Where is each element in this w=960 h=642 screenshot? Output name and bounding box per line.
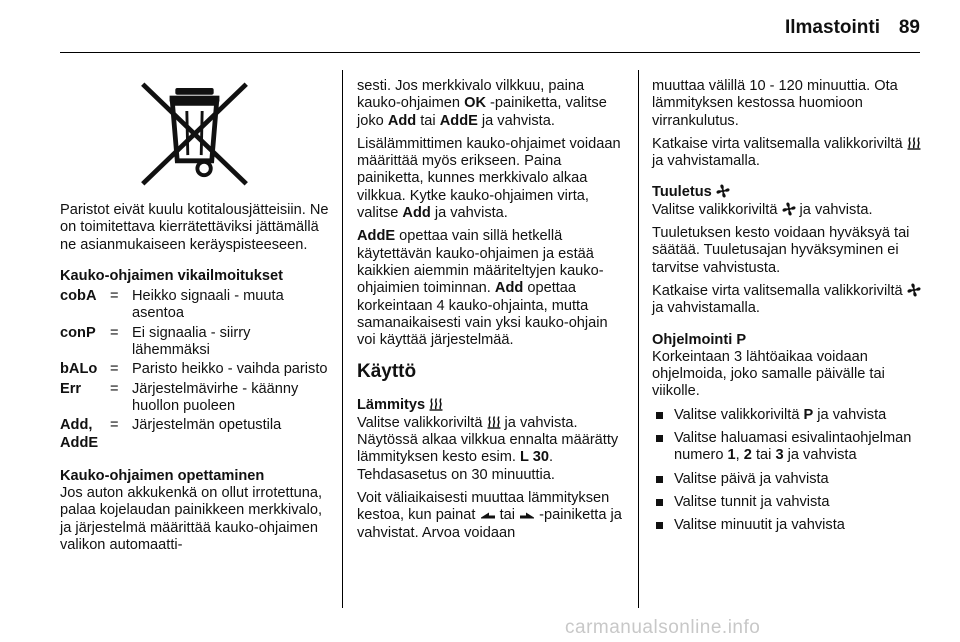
paragraph: muuttaa välillä 10 - 120 minuuttia. Ota lämmityksen kestossa huomioon virrankulutus.	[652, 78, 898, 129]
heading-text: Tuuletus	[652, 184, 712, 201]
list-item	[652, 494, 926, 511]
heading-text: Lämmitys	[357, 397, 426, 414]
column-1	[60, 78, 330, 560]
page-header	[0, 0, 960, 56]
fan-icon	[782, 202, 796, 216]
fault-codes-table	[60, 288, 330, 454]
paragraph	[652, 202, 926, 219]
fault-code: Add, AddE	[60, 417, 99, 451]
fault-code: conP	[60, 324, 96, 341]
text: sesti. Jos merkkivalo vilkkuu, paina kauko-ohjaimen	[357, 78, 585, 112]
text: ja vahvista	[783, 447, 857, 464]
section-heading: Käyttö	[357, 361, 417, 383]
equals-sign: =	[110, 361, 119, 378]
paragraph	[652, 136, 926, 171]
list-item	[652, 430, 926, 465]
fault-codes-heading: Kauko-ohjaimen vikailmoitukset	[60, 267, 284, 284]
text: Voit väliaikaisesti muuttaa lämmityksen kestoa, kun painat	[357, 489, 610, 524]
equals-sign: =	[110, 380, 119, 397]
fault-code: bALo	[60, 361, 98, 378]
text: Katkaise virta valitsemalla valikkoriviltä	[652, 135, 907, 152]
steps-list	[652, 407, 926, 535]
disposal-paragraph: Paristot eivät kuulu kotitalousjätteisiin. Ne on toimitettava kierrätettäviksi jättämällä ne asianmukaiseen keräyspisteeseen.	[60, 202, 329, 253]
programming-heading: Ohjelmointi P	[652, 331, 747, 348]
text: tai	[495, 507, 520, 524]
teaching-heading: Kauko-ohjaimen opettaminen	[60, 467, 265, 484]
text: -painiketta, valitse joko	[357, 95, 607, 129]
teaching-paragraph: Jos auton akkukenkä on ollut irrotettuna, palaa kojelaudan painikkeen merkkivalo, ja järjestelmä määrittää kauko-ohjaimen valikon automaatti-	[60, 485, 323, 554]
list-item	[652, 517, 926, 534]
table-row	[60, 361, 330, 380]
bold-term: 2	[743, 447, 752, 464]
bold-term: Add	[494, 280, 524, 297]
bold-term: AddE	[439, 112, 478, 129]
header-rule	[60, 52, 920, 53]
table-row	[60, 288, 330, 325]
paragraph	[652, 283, 926, 318]
bold-term: 3	[775, 447, 784, 464]
bullet-square-icon	[656, 522, 663, 529]
chapter-title: Ilmastointi	[784, 17, 880, 38]
bold-term: P	[803, 406, 814, 423]
text: Valitse päivä ja vahvista	[674, 470, 829, 487]
arrow-right-icon	[519, 511, 535, 521]
bullet-square-icon	[656, 476, 663, 483]
crossed-bin-icon	[137, 78, 252, 190]
text: Katkaise virta valitsemalla valikkoriviltä	[652, 282, 907, 299]
column-3	[652, 78, 926, 541]
fault-description: Järjestelmävirhe - käänny huollon puoleen	[132, 380, 299, 414]
ventilation-heading	[652, 184, 926, 201]
text: Valitse minuutit ja vahvista	[674, 517, 845, 534]
paragraph	[357, 136, 629, 222]
table-row	[60, 417, 330, 454]
text: ja vahvista	[813, 406, 887, 423]
column-divider-2	[638, 70, 639, 608]
text: ,	[735, 447, 744, 464]
list-item	[652, 407, 926, 424]
column-2	[357, 78, 629, 548]
text: -painiketta ja vahvistat. Arvoa voidaan	[357, 507, 622, 541]
text: Valitse valikkoriviltä	[652, 201, 782, 218]
text: tai	[416, 112, 440, 129]
text: Valitse valikkoriviltä	[674, 406, 804, 423]
bullet-square-icon	[656, 412, 663, 419]
fan-icon	[716, 184, 730, 198]
text: Valitse tunnit ja vahvista	[674, 493, 830, 510]
bold-term: 1	[727, 447, 736, 464]
equals-sign: =	[110, 288, 119, 305]
text: ja vahvista.	[477, 112, 555, 129]
heating-icon	[487, 415, 501, 429]
equals-sign: =	[110, 324, 119, 341]
text: tai	[751, 447, 776, 464]
bold-term: L 30	[520, 449, 549, 466]
fault-description: Heikko signaali - muuta asentoa	[132, 288, 284, 322]
text: opettaa korkeintaan 4 kauko-ohjainta, mutta samanaikaisesti vain yksi kauko-ohjain voi käyttää järjestelmää.	[357, 280, 608, 349]
bold-term: AddE	[357, 228, 396, 245]
watermark: carmanualsonline.info	[565, 617, 761, 638]
bold-term: OK	[464, 95, 486, 112]
text: Valitse haluamasi esivalintaohjelman numero	[674, 430, 912, 464]
bullet-square-icon	[656, 499, 663, 506]
text: ja vahvista. Näytössä alkaa vilkkua ennalta määrätty lämmityksen kesto esim.	[357, 414, 619, 466]
table-row	[60, 325, 330, 362]
text: ja vahvistamalla.	[652, 153, 760, 170]
column-divider-1	[342, 70, 343, 608]
fan-icon	[907, 283, 921, 297]
text: ja vahvista.	[795, 201, 873, 218]
fault-description: Paristo heikko - vaihda paristo	[132, 361, 328, 378]
paragraph	[357, 415, 629, 484]
text: ja vahvista.	[430, 205, 508, 222]
paragraph	[357, 490, 629, 542]
text: Lisälämmittimen kauko-ohjaimet voidaan määrittää myös erikseen. Paina painiketta, kunnes merkkivalo alkaa vilkkua. Kytke kauko-ohjaimen virta, valitse	[357, 135, 621, 222]
bold-term: Add	[402, 205, 431, 222]
heating-heading	[357, 397, 629, 414]
page-number: 89	[898, 17, 920, 38]
heating-icon	[429, 397, 443, 411]
arrow-left-icon	[480, 511, 496, 521]
text: ja vahvistamalla.	[652, 300, 760, 317]
text: Valitse valikkoriviltä	[357, 414, 487, 431]
table-row	[60, 381, 330, 418]
paragraph: Tuuletuksen kesto voidaan hyväksyä tai säätää. Tuuletusajan hyväksyminen ei tarvitse vahvistusta.	[652, 225, 910, 276]
paragraph	[357, 228, 629, 349]
paragraph: Korkeintaan 3 lähtöaikaa voidaan ohjelmoida, joko samalle päivälle tai viikolle.	[652, 348, 885, 400]
paragraph	[357, 78, 629, 130]
fault-code: Err	[60, 380, 82, 397]
heating-icon	[907, 136, 921, 150]
bullet-square-icon	[656, 435, 663, 442]
equals-sign: =	[110, 417, 119, 434]
text: opettaa vain sillä hetkellä käytettävän kauko-ohjaimen ja estää kaikkien aiemmin määriteltyjen kauko-ohjaimien toiminnan.	[357, 228, 604, 297]
list-item	[652, 471, 926, 488]
fault-description: Ei signaalia - siirry lähemmäksi	[132, 324, 251, 359]
text: . Tehdasasetus on 30 minuuttia.	[357, 449, 555, 483]
bold-term: Add	[387, 112, 417, 129]
fault-description: Järjestelmän opetustila	[132, 417, 282, 434]
fault-code: cobA	[60, 288, 97, 305]
